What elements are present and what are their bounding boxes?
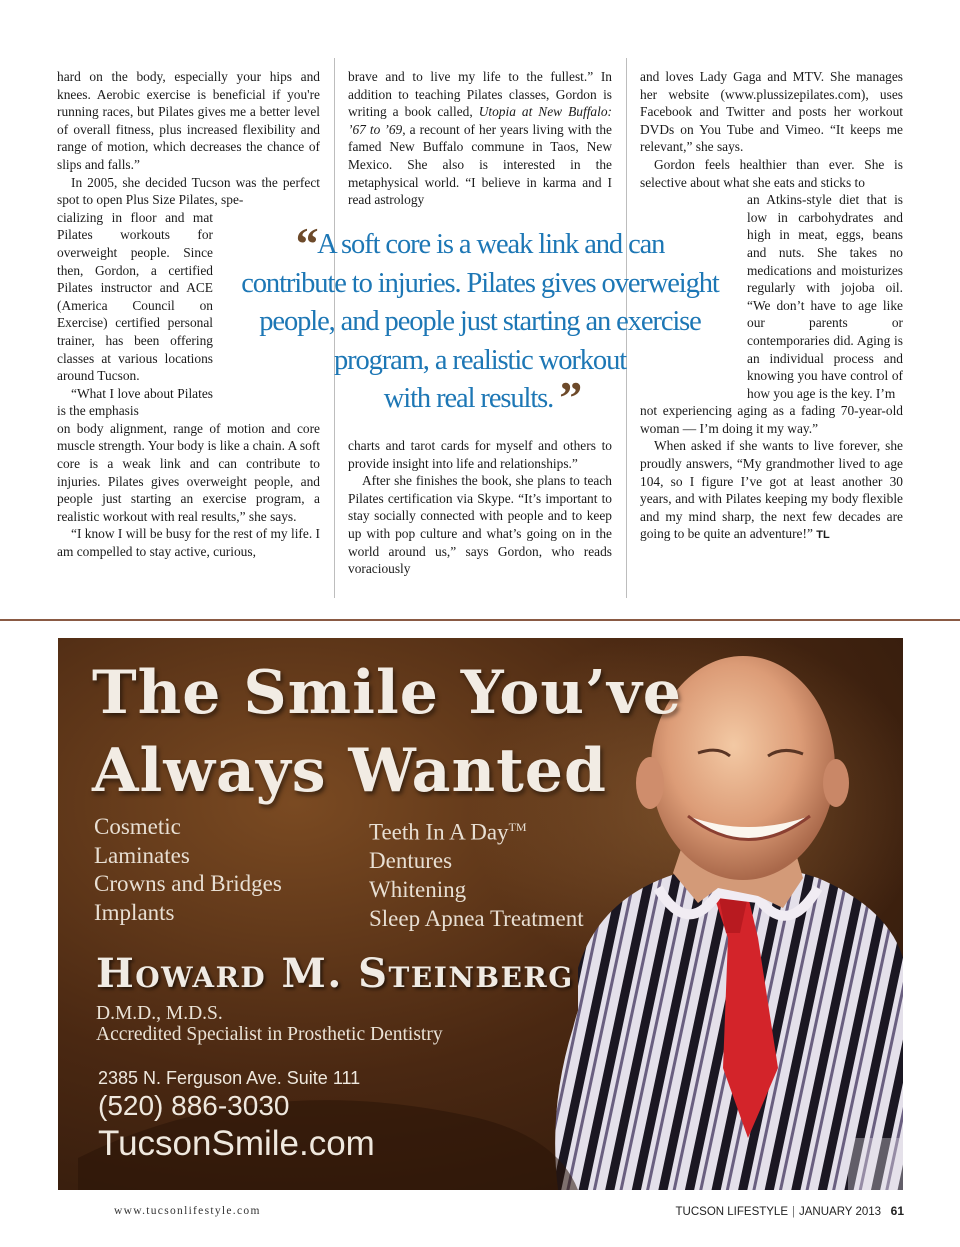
close-quote-mark: ”: [559, 372, 577, 423]
column-2-top: [348, 68, 612, 209]
pull-quote-line-3: people, and people just starting an exercise: [259, 306, 701, 337]
magazine-name: TUCSON LIFESTYLE: [675, 1206, 788, 1218]
service-item: Sleep Apnea Treatment: [369, 905, 584, 931]
trademark: TM: [508, 820, 527, 834]
service-item: Laminates: [94, 842, 190, 868]
service-item: Crowns and Bridges: [94, 871, 282, 897]
service-item: Cosmetic: [94, 814, 181, 839]
col1-para-1: hard on the body, especially your hips and knees. Aerobic exercise is beneficial if you're running races, but Pilates gives me a better level of overall fitness, plus increased flexibility and range of motion, which decreases the chance of slips and falls.”: [57, 69, 320, 172]
col3-para-3: When asked if she wants to live forever, she proudly answers, “My grandmother lived to age 104, so I figure I’ve got at least another 30 years, and with Pilates keeping my body flexible and my mind sharp, the next few decades are going to be quite an adventure!”: [640, 438, 903, 542]
dentist-name: Howard M. Steinberg: [96, 950, 574, 997]
col1-para-3-rest: on body alignment, range of motion and core muscle strength. Your body is like a chain. A soft core is a weak link and can contribute to injuries. Pilates gives overweight people, and people just starting an exercise program, a realistic workout with real results,” she says.: [57, 420, 320, 524]
dentist-degrees: D.M.D., M.D.S.: [96, 1003, 223, 1024]
col1-para-4: “I know I will be busy for the rest of my life. I am compelled to stay active, curious,: [57, 526, 320, 560]
pull-quote-line-5: with real results.: [383, 383, 554, 414]
footer-folio: TUCSON LIFESTYLE | JANUARY 2013 61: [675, 1204, 904, 1218]
dentist-advertisement: [58, 638, 903, 1190]
end-mark: TL: [816, 529, 830, 542]
service-item: Whitening: [369, 877, 467, 903]
col3-para-2-top: Gordon feels healthier than ever. She is selective about what she eats and sticks to: [640, 156, 903, 190]
dentist-specialty: Accredited Specialist in Prosthetic Dentistry: [96, 1024, 443, 1045]
ad-headline-1: The Smile You’ve: [92, 658, 682, 728]
practice-phone: (520) 886-3030: [98, 1090, 290, 1121]
pull-quote-line-4: program, a realistic workout: [333, 344, 627, 376]
section-divider: [0, 619, 960, 621]
book-title: Utopia at New Buffalo: ’67 to ’69: [348, 104, 612, 137]
practice-address: 2385 N. Ferguson Ave. Suite 111: [98, 1068, 361, 1088]
col2-para-bottom-2: After she finishes the book, she plans to teach Pilates certification via Skype. “It’s important to stay socially connected with people and to keep up with pop culture and what’s going on in the world around us,” says Gordon, who reads voraciously: [348, 473, 612, 577]
footer-url: www.tucsonlifestyle.com: [114, 1205, 261, 1217]
open-quote-mark: “: [295, 218, 313, 269]
issue-date: JANUARY 2013: [799, 1206, 882, 1218]
col3-para-2-rest: not experiencing aging as a fading 70-year-old woman — I’m doing it my way.”: [640, 403, 903, 436]
col3-para-1: and loves Lady Gaga and MTV. She manages her website (www.plussizepilates.com), uses Facebook and Twitter and posts her workout DVDs on You Tube and Vimeo. “It keeps me relevant,” she says.: [640, 69, 903, 155]
ad-headline-2: Always Wanted: [92, 736, 607, 806]
col2-text-b: , a recount of her years living with the famed New Buffalo commune in Taos, New Mexico. She also is interested in the metaphysical world. “I believe in karma and I read astrology: [348, 121, 612, 208]
col1-para-3-narrow: “What I love about Pilates is the emphasis: [57, 385, 213, 419]
col2-text-a: brave and to live my life to the fullest.” In addition to teaching Pilates classes, Gordon is writing a book called,: [348, 69, 612, 120]
col1-para-2-narrow: cializing in floor and mat Pilates workouts for overweight people. Since then, Gordon, a certified Pilates instructor and ACE (America Council on Exercise) certified personal trainer, has been offering classes at various locations around Tucson.: [57, 209, 213, 384]
pull-quote-line-1: A soft core is a weak link and can: [317, 229, 665, 260]
service-item: Teeth In A Day: [369, 819, 509, 845]
pull-quote: [222, 218, 738, 423]
pull-quote-line-2: contribute to injuries. Pilates gives overweight: [241, 267, 719, 299]
services-left: [94, 813, 282, 928]
service-item: Implants: [94, 900, 175, 926]
services-right: [369, 813, 584, 933]
page-number: 61: [890, 1204, 904, 1218]
practice-website: TucsonSmile.com: [98, 1124, 375, 1163]
col3-para-2-narrow: an Atkins-style diet that is low in carbohydrates and high in meat, eggs, beans and nuts. She takes no medications and moisturizes regularly with jojoba oil. “We don’t have to age like our parents or contemporaries did. Aging is an individual process and knowing you have control of how you age is the key. I’m: [747, 192, 903, 401]
col1-para-2-top: In 2005, she decided Tucson was the perfect spot to open Plus Size Pilates, spe-: [57, 174, 320, 208]
column-2-bottom: [348, 437, 612, 578]
service-item: Dentures: [369, 848, 453, 874]
col2-para-bottom-1: charts and tarot cards for myself and others to provide insight into life and relationships.”: [348, 438, 612, 471]
